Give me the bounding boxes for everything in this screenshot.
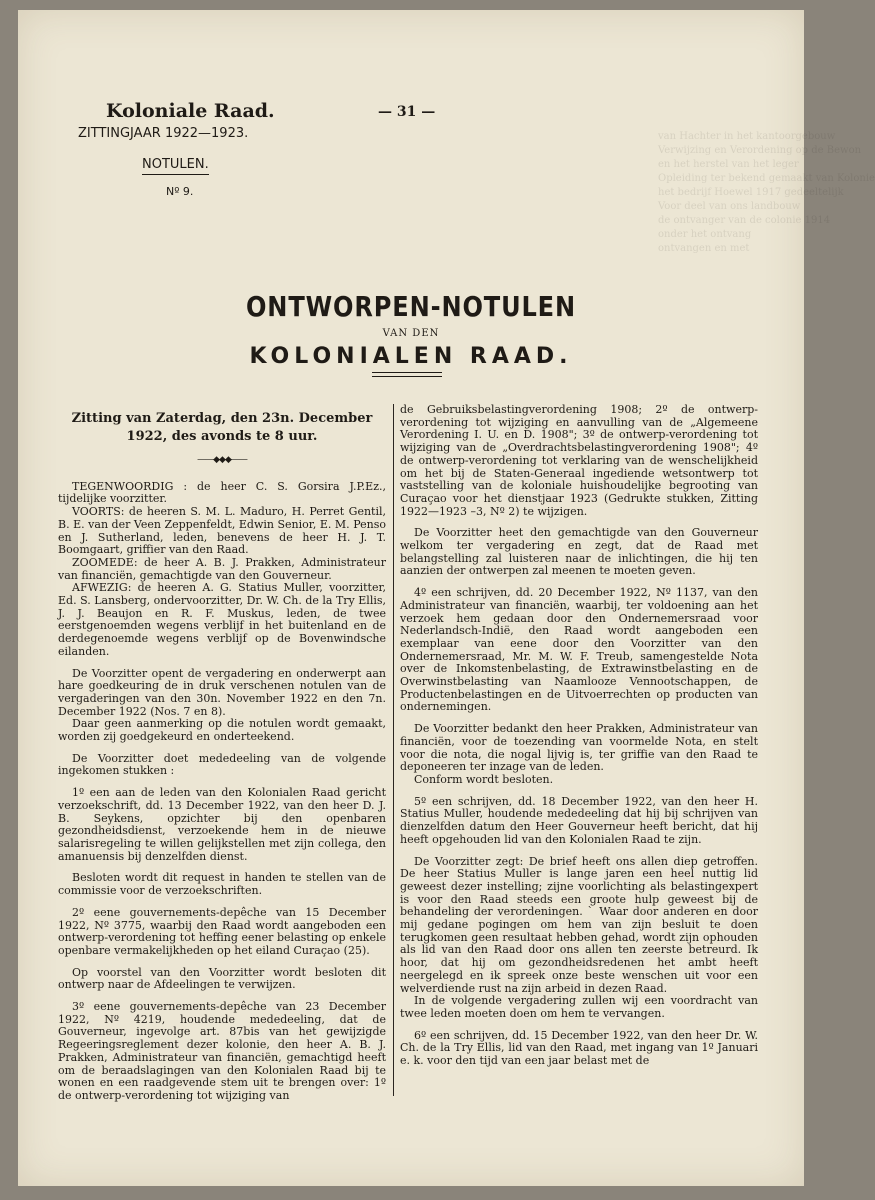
raad-title: KOLONIALEN RAAD. [249,344,573,369]
notulen-label: NOTULEN. [142,157,209,175]
main-title: ONTWORPEN-NOTULEN [245,290,577,323]
paragraph: 1º een aan de leden van den Kolonialen Raad gericht verzoekschrift, dd. 13 December 1922, van den heer D. J. B. Seykens, opzichter bij den openbaren gezondheidsdienst, verzoekende hem in de nieuwe salarisregeling te willen gelijkstellen met zijn collega, den amanuensis bij denzelfden dienst. [58,786,386,863]
column-divider [393,404,394,1096]
paragraph: De Voorzitter opent de vergadering en onderwerpt aan hare goedkeuring de in druk verschenen notulen van de vergaderingen van den 30n. November 1922 en den 7n. December 1922 (Nos. 7 en 8). [58,666,386,718]
paragraph: De Voorzitter bedankt den heer Prakken, Administrateur van financiën, voor de toezending van voormelde Nota, en stelt voor die nota, die nogal lijvig is, ter griffie van den Raad te deponeeren ter inzage van de leden. [400,722,758,774]
bleed-line: Voor deel van ons landbouw [658,201,801,212]
paragraph: Op voorstel van den Voorzitter wordt besloten dit ontwerp naar de Afdeelingen te verwijzen. [58,965,386,992]
paragraph: Besloten wordt dit request in handen te stellen van de commissie voor de verzoekschriften. [58,871,386,898]
paragraph: de Gebruiksbelastingverordening 1908; 2º de ontwerp-verordening tot wijziging en aanvulling van de „Algemeene Verordening I. U. en D. 1908"; 3º de ontwerp-verordening tot wijziging van de „Overdrachtsbelastingverordening 1908"; 4º de ontwerp-verordening tot verklaring van de wenschelijkheid om het bij de Staten-Generaal ingediende wetsontwerp tot vaststelling van de koloniale huishoudelijke begrooting van Curaçao voor het dienstjaar 1923 (Gedrukte stukken, Zitting 1922—1923 –3, Nº 2) te wijzigen. [400,403,758,518]
paragraph: 2º eene gouvernements-depêche van 15 December 1922, Nº 3775, waarbij den Raad wordt aangeboden een ontwerp-verordening tot heffing eener belasting op enkele openbare vermakelijkheden op het eiland Curaçao (25). [58,905,386,957]
issue-number: Nº 9. [166,185,194,198]
bleed-line: van Hachter in het kantoorgebouw [658,131,836,142]
paragraph: 6º een schrijven, dd. 15 December 1922, van den heer Dr. W. Ch. de la Try Ellis, lid van den Raad, met ingang van 1º Januari e. k. voor den tijd van een jaar belast met de [400,1028,758,1068]
title-rule [372,376,442,377]
van-den-label: VAN DEN [382,328,440,339]
bleed-line: onder het ontvang [658,229,752,240]
paragraph: 3º eene gouvernements-depêche van 23 December 1922, Nº 4219, houdende mededeeling, dat de Gouverneur, ingevolge art. 87bis van het gewijzigde Regeeringsreglement dezer kolonie, den heer A. B. J. Prakken, Administrateur van financiën, gemachtigd heeft om de beraadslagingen van den Kolonialen Raad bij te wonen en een raadgevende stem uit te brengen over: 1º de ontwerp-verordening tot wijziging van [58,1000,386,1102]
document-page [18,10,875,1186]
title-rule [372,372,442,373]
page-number: — 31 — [378,104,436,120]
session-year: ZITTINGJAAR 1922—1923. [78,126,249,141]
right-column [400,404,758,1077]
bleed-line: en het herstel van het leger [658,159,799,170]
paragraph: De Voorzitter heet den gemachtigde van den Gouverneur welkom ter vergadering en zegt, dat de Raad met belangstelling zal luisteren naar de inlichtingen, die hij ten aanzien der ontwerpen zal meenen te moeten geven. [400,526,758,578]
paragraph: Daar geen aanmerking op die notulen wordt gemaakt, worden zij goedgekeurd en onderteekend. [58,717,386,744]
bleed-line: de ontvanger van de colonie 1914 [658,215,831,226]
paragraph: 4º een schrijven, dd. 20 December 1922, Nº 1137, van den Administrateur van financiën, waarbij, ter voldoening aan het verzoek hem gedaan door den Ondernemersraad voor Nederlandsch-Indië, den Raad wordt aangeboden een exemplaar van eene door den Voorzitter van den Ondernemersraad, Mr. M. W. F. Treub, samengestelde Nota over de Inkomstenbelasting, de Extrawinstbelasting en de Overwinstbelasting van Naamlooze Vennootschappen, de Productenbelastingen en de Uitvoerrechten op producten van ondernemingen. [400,586,758,714]
paragraph: In de volgende vergadering zullen wij een voordracht van twee leden moeten doen om hem te vervangen. [400,994,758,1020]
paragraph: ZOOMEDE: de heer A. B. J. Prakken, Administrateur van financiën, gemachtigde van den Gouverneur. [58,555,386,582]
paragraph: De Voorzitter doet mededeeling van de volgende ingekomen stukken : [58,751,386,778]
paragraph: Conform wordt besloten. [414,772,554,786]
left-column [58,404,386,1112]
header-block [78,100,275,198]
bleed-line: Opleiding ter bekend gemaakt van Kolonie [658,173,875,184]
paragraph: TEGENWOORDIG : de heer C. S. Gorsira J.P.Ez., tijdelijke voorzitter. [58,479,386,506]
bleed-line: ontvangen en met [658,243,750,254]
bleed-line: het bedrijf Hoewel 1917 gedeeltelijk [658,187,844,198]
paragraph: AFWEZIG: de heeren A. G. Statius Muller, voorzitter, Ed. S. Lansberg, ondervoorzitter, Dr. W. Ch. de la Try Ellis, J. J. Beaujon en R. F. Muskus, leden, de twee eerstgenoemden wegens verblijf in het buitenland en de derdegenoemde wegens verblijf op de Bovenwindsche eilanden. [58,581,386,658]
council-title: Koloniale Raad. [106,100,275,122]
ornament-divider: ——◆◆◆—— [197,455,247,465]
paragraph: 5º een schrijven, dd. 18 December 1922, van den heer H. Statius Muller, houdende mededeeling dat hij bij schrijven van dienzelfden datum den Heer Gouverneur heeft bericht, dat hij heeft opgehouden lid van den Kolonialen Raad te zijn. [400,794,758,846]
paragraph: De Voorzitter zegt: De brief heeft ons allen diep getroffen. De heer Statius Muller is lange jaren een heel nuttig lid geweest dezer instelling; zijne voorlichting als belastingexpert is voor den Raad steeds een groote hulp geweest bij de behandeling der verordeningen. ˋ Waar door anderen en door mij gedane pogingen om hem van zijn besluit te doen terugkomen geen resultaat hebben gehad, wordt zijn ophouden als lid van den Raad door ons allen ten zeerste betreurd. Ik hoor, dat hij om gezondheidsredenen het ambt heeft neergelegd en ik spreek onze beste wenschen uit voor een welverdiende rust na zijn arbeid in dezen Raad. [400,854,758,995]
paragraph: VOORTS: de heeren S. M. L. Maduro, H. Perret Gentil, B. E. van der Veen Zeppenfeldt, Edwin Senior, E. M. Penso en J. Sutherland, leden, benevens de heer H. J. T. Boomgaart, griffier van den Raad. [58,505,386,557]
sitting-heading: Zitting van Zaterdag, den 23n. December 1922, des avonds te 8 uur. [71,411,373,444]
bleed-line: Verwijzing en Verordening op de Bewon [658,145,862,156]
bleed-through-text [658,130,875,290]
